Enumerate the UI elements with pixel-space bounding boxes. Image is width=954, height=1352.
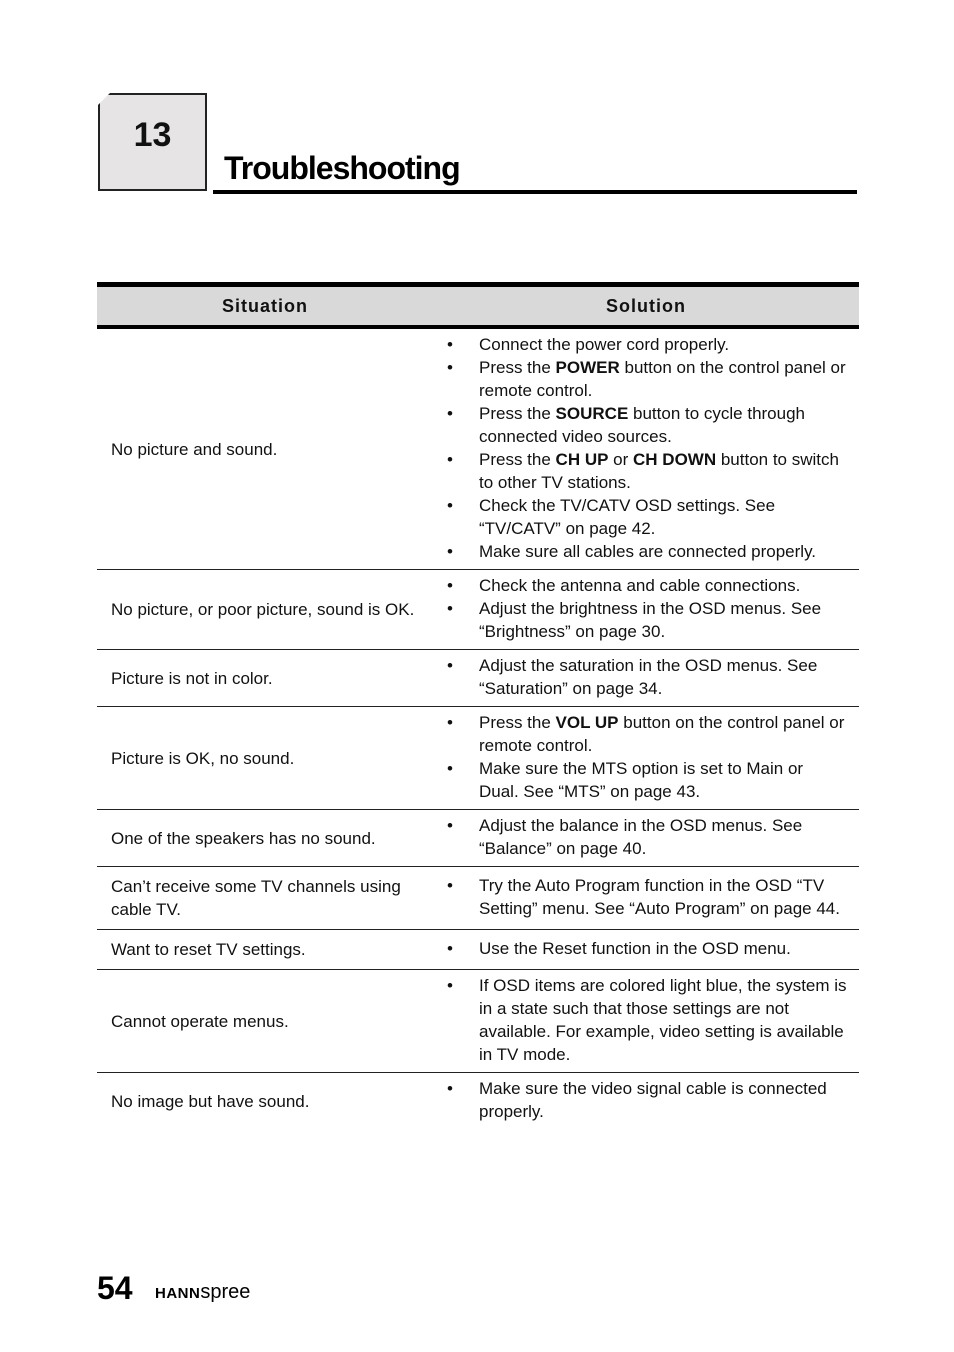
solution-list [433, 814, 847, 860]
solution-text: Make sure all cables are connected properly. [479, 542, 817, 561]
solution-text: button to switch to other TV stations. [479, 450, 839, 492]
solution-item [433, 402, 847, 448]
brand-bold: HANN [155, 1285, 201, 1302]
solution-cell [433, 1073, 859, 1130]
situation-cell: One of the speakers has no sound. [97, 810, 433, 867]
table-header-row [97, 285, 859, 328]
solution-cell [433, 650, 859, 707]
table-row [97, 810, 859, 867]
solution-item [433, 654, 847, 700]
solution-item [433, 333, 847, 356]
solution-text: Adjust the brightness in the OSD menus. See “Brightness” on page 30. [479, 599, 822, 641]
title-rule [213, 190, 857, 194]
solution-text: button on the control panel or remote control. [479, 358, 846, 400]
solution-item [433, 937, 847, 960]
table-row [97, 570, 859, 650]
solution-list [433, 874, 847, 920]
table-row [97, 930, 859, 970]
chapter-title: Troubleshooting [224, 150, 460, 186]
solution-list [433, 654, 847, 700]
solution-text: Press the [479, 713, 556, 732]
solution-item [433, 711, 847, 757]
page-number: 54 [97, 1270, 133, 1306]
solution-item [433, 757, 847, 803]
situation-cell: Can’t receive some TV channels using cable TV. [97, 867, 433, 930]
table-body [97, 327, 859, 1129]
solution-list [433, 974, 847, 1066]
solution-list [433, 1077, 847, 1123]
situation-cell: No image but have sound. [111, 1091, 310, 1111]
solution-keyword: POWER [555, 358, 620, 377]
brand-logo [155, 1281, 250, 1304]
solution-cell [433, 970, 859, 1073]
solution-text: Press the [479, 358, 556, 377]
table-row [97, 707, 859, 810]
solution-text: Check the TV/CATV OSD settings. See “TV/CATV” on page 42. [479, 496, 776, 538]
solution-text: button on the control panel or remote control. [479, 713, 845, 755]
table-row [97, 650, 859, 707]
situation-cell: Want to reset TV settings. [97, 930, 433, 970]
solution-text: If OSD items are colored light blue, the system is in a state such that those settings are not available. For example, video setting is available in TV mode. [479, 976, 847, 1064]
solution-text: button to cycle through connected video sources. [479, 404, 806, 446]
table-row [97, 1073, 859, 1130]
solution-keyword: CH UP [555, 450, 609, 469]
solution-item [433, 597, 847, 643]
solution-cell [433, 810, 859, 867]
brand-light: spree [200, 1281, 251, 1303]
solution-text: Check the antenna and cable connections. [479, 576, 801, 595]
situation-cell: No picture, or poor picture, sound is OK. [97, 570, 433, 650]
chapter-number: 13 [133, 116, 172, 154]
solution-item [433, 448, 847, 494]
solution-text: Make sure the video signal cable is connected properly. [479, 1079, 827, 1121]
situation-cell: Cannot operate menus. [97, 970, 433, 1073]
solution-item [433, 874, 847, 920]
solution-list [433, 937, 847, 960]
solution-keyword: CH DOWN [633, 450, 717, 469]
table-row [97, 970, 859, 1073]
solution-keyword: VOL UP [555, 713, 619, 732]
solution-list [433, 574, 847, 643]
solution-cell [433, 867, 859, 930]
troubleshooting-table [97, 282, 859, 1129]
solution-text: Press the [479, 404, 556, 423]
solution-list [433, 711, 847, 803]
situation-cell: Picture is not in color. [97, 650, 433, 707]
solution-item [433, 1077, 847, 1123]
solution-cell [433, 707, 859, 810]
solution-text: Press the [479, 450, 556, 469]
solution-item [433, 814, 847, 860]
solution-list [433, 333, 847, 563]
solution-text: or [608, 450, 634, 469]
solution-cell [433, 327, 859, 570]
header-situation: Situation [97, 285, 433, 328]
solution-cell [433, 570, 859, 650]
solution-text: Make sure the MTS option is set to Main or Dual. See “MTS” on page 43. [479, 759, 804, 801]
solution-text: Adjust the saturation in the OSD menus. See “Saturation” on page 34. [479, 656, 818, 698]
solution-text: Try the Auto Program function in the OSD “TV Setting” menu. See “Auto Program” on page 44. [479, 876, 840, 918]
solution-text: Use the Reset function in the OSD menu. [479, 939, 791, 958]
solution-item [433, 494, 847, 540]
solution-keyword: SOURCE [555, 404, 629, 423]
solution-item [433, 974, 847, 1066]
solution-text: Connect the power cord properly. [479, 335, 730, 354]
situation-cell: Picture is OK, no sound. [97, 707, 433, 810]
solution-item [433, 574, 847, 597]
header-solution: Solution [433, 285, 859, 328]
table-row [97, 327, 859, 570]
solution-item [433, 356, 847, 402]
table-row [97, 867, 859, 930]
solution-item [433, 540, 847, 563]
solution-cell [433, 930, 859, 970]
situation-cell: No picture and sound. [97, 327, 433, 570]
solution-text: Adjust the balance in the OSD menus. See “Balance” on page 40. [479, 816, 803, 858]
